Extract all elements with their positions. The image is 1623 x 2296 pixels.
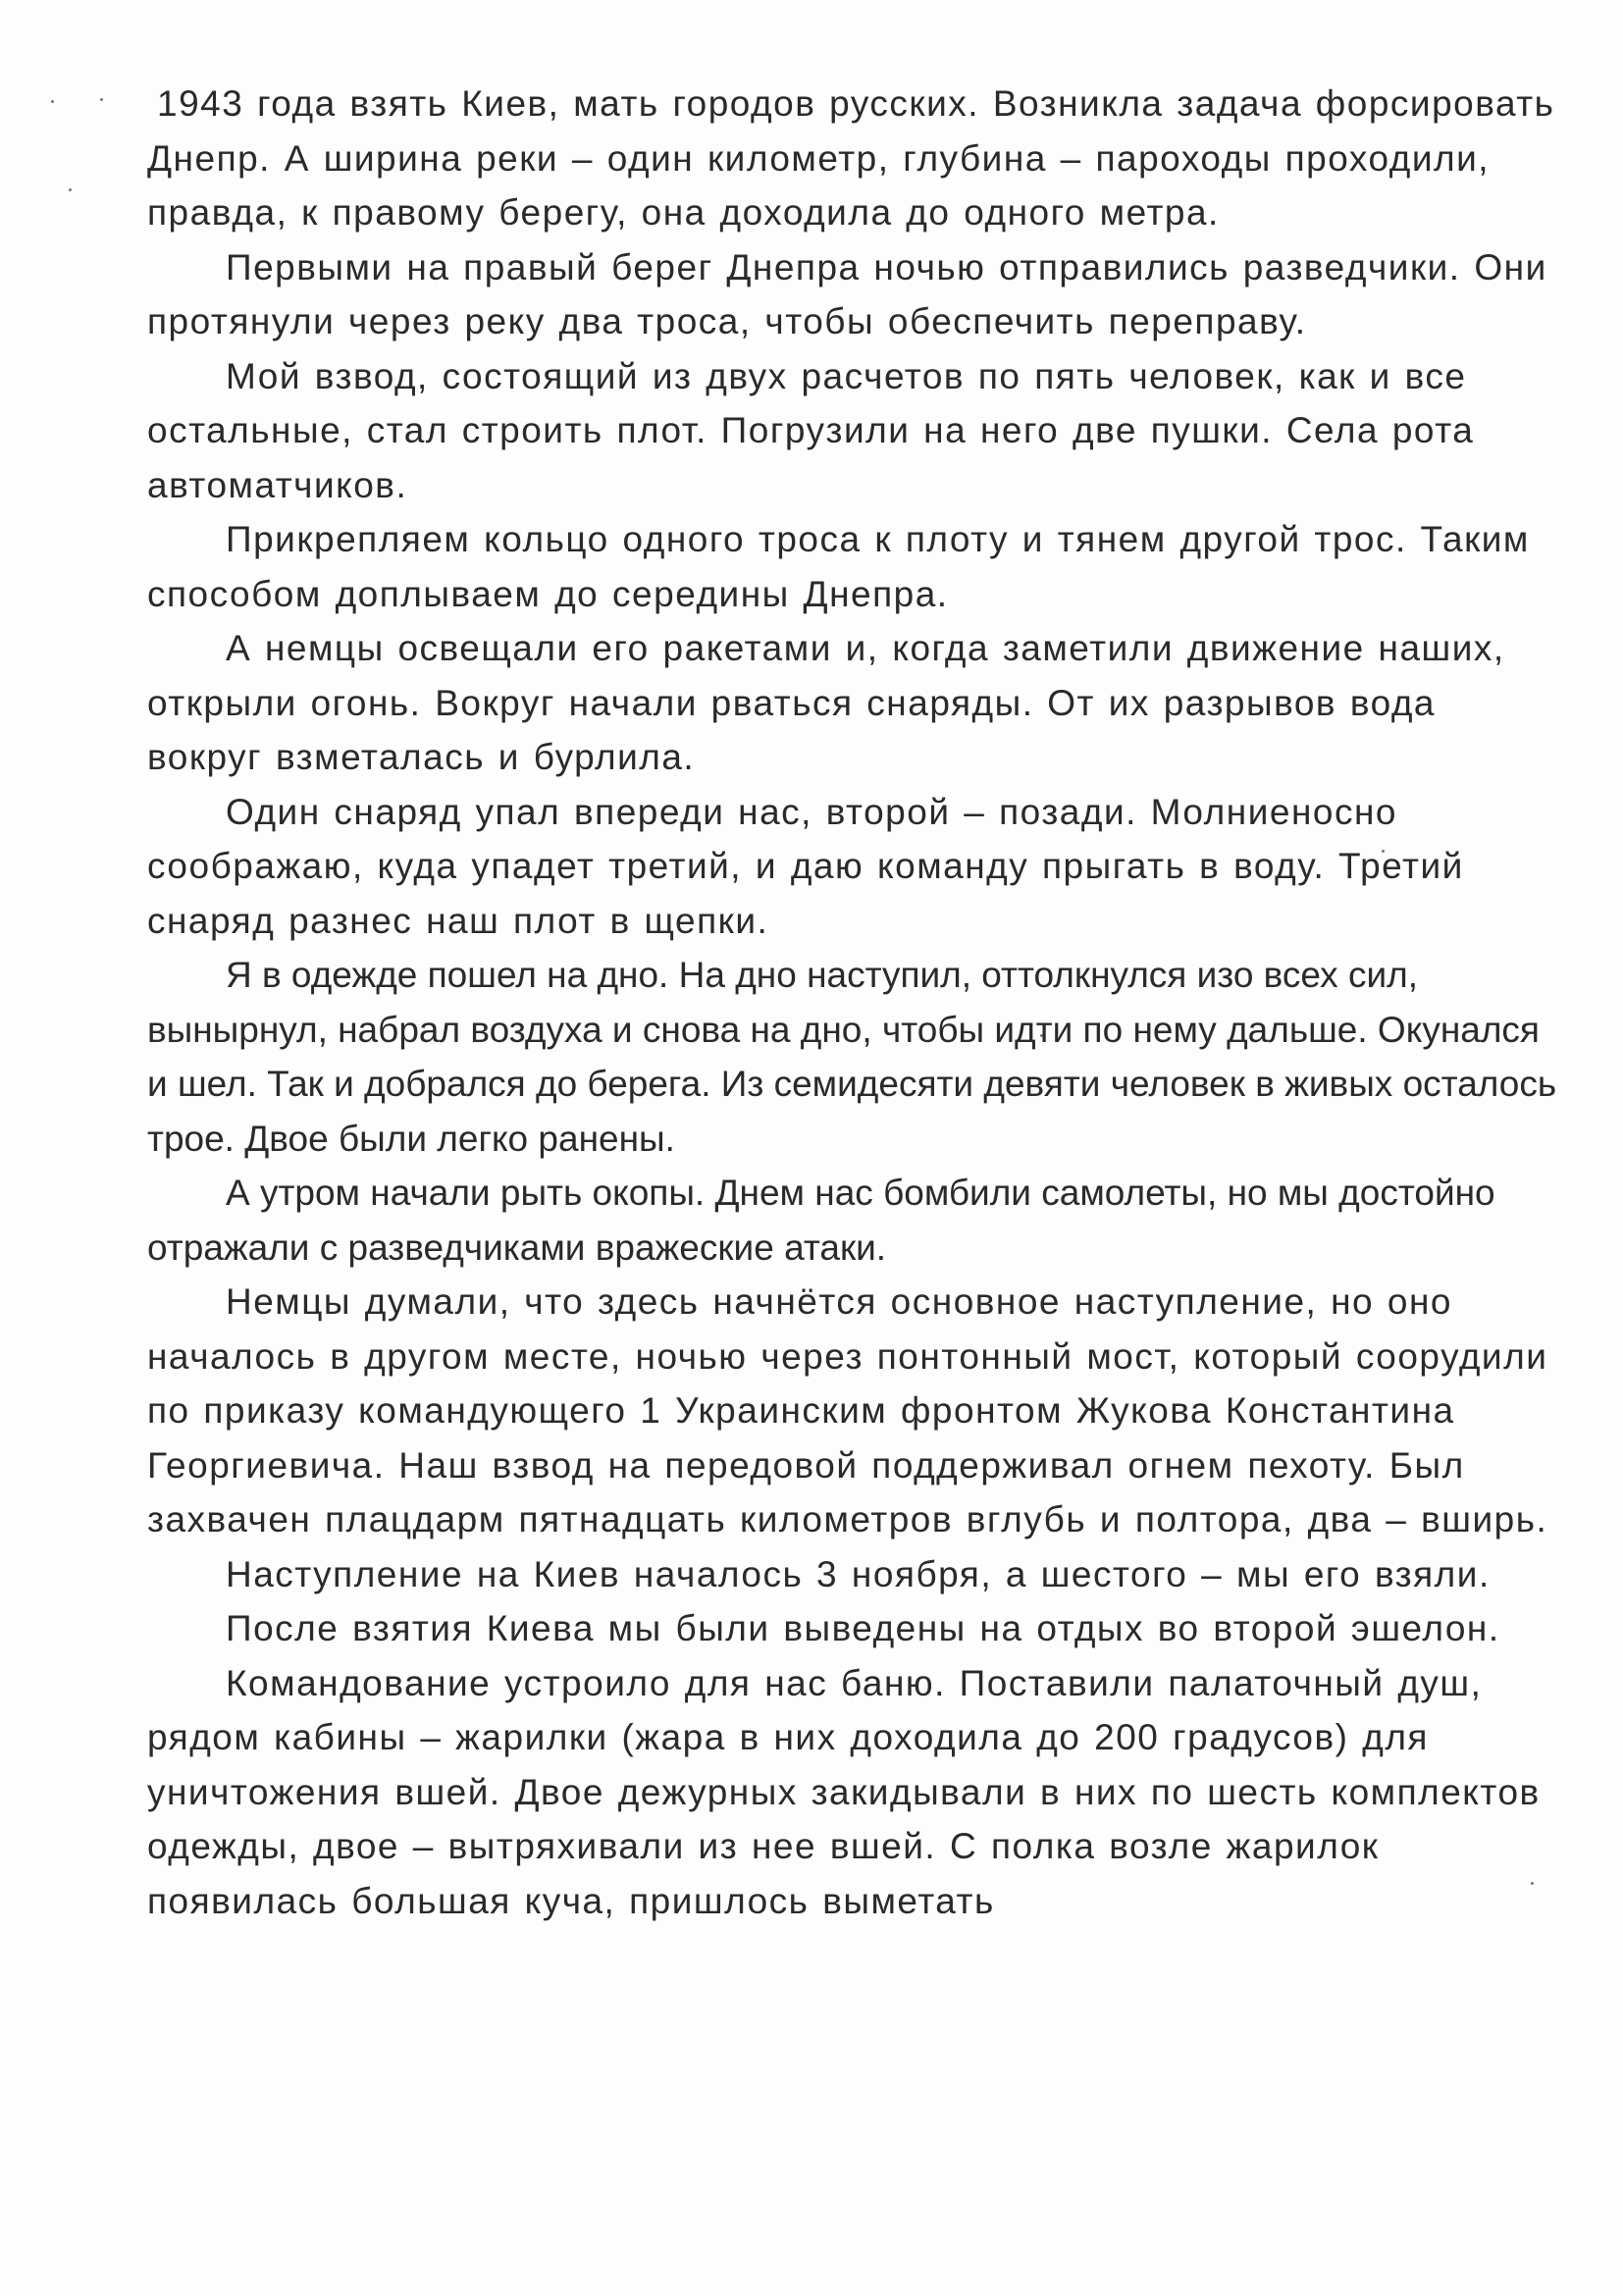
paragraph: Первыми на правый берег Днепра ночью отправились разведчики. Они протянули через реку два троса, чтобы обеспечить переправу. [147, 246, 1547, 341]
scan-speck [69, 188, 72, 191]
paragraph: Немцы думали, что здесь начнётся основное наступление, но оно началось в другом месте, ночью через понтонный мост, который соорудили по приказу командующего 1 Украинским фронтом Жукова Константина Георгиевича. Наш взвод на передовой поддерживал огнем пехоту. Был захвачен плацдарм пятнадцать километров вглубь и полтора, два – вширь. [147, 1281, 1548, 1539]
paragraph: Наступление на Киев началось 3 ноября, а шестого – мы его взяли. [226, 1553, 1491, 1594]
paragraph: Я в одежде пошел на дно. На дно наступил, оттолкнулся изо всех сил, вынырнул, набрал воздуха и снова на дно, чтобы идти по нему дальше. Окунался и шел. Так и добрался до берега. Из семидесяти девяти человек в живых осталось трое. Двое были легко ранены. [147, 955, 1557, 1159]
paragraph: Командование устроило для нас баню. Поставили палаточный душ, рядом кабины – жарилки (жара в них доходила до 200 градусов) для уничтожения вшей. Двое дежурных закидывали в них по шесть комплектов одежды, двое – вытряхивали из нее вшей. С полка возле жарилок появилась большая куча, пришлось выметать [147, 1662, 1541, 1921]
paragraph: Один снаряд упал впереди нас, второй – позади. Молниеносно соображаю, куда упадет третий, и даю команду прыгать в воду. Третий снаряд разнес наш плот в щепки. [147, 791, 1464, 941]
paragraph: 1943 года взять Киев, мать городов русских. Возникла задача форсировать Днепр. А ширина реки – один километр, глубина – пароходы проходили, правда, к правому берегу, она доходила до одного метра. [147, 83, 1555, 233]
paragraph: Мой взвод, состоящий из двух расчетов по пять человек, как и все остальные, стал строить плот. Погрузили на него две пушки. Села рота автоматчиков. [147, 355, 1475, 505]
paragraph: Прикрепляем кольцо одного троса к плоту и тянем другой трос. Таким способом доплываем до середины Днепра. [147, 519, 1530, 614]
paragraph: После взятия Киева мы были выведены на отдых во второй эшелон. [226, 1608, 1500, 1648]
paragraph: А немцы освещали его ракетами и, когда заметили движение наших, открыли огонь. Вокруг начали рваться снаряды. От их разрывов вода вокруг взметалась и бурлила. [147, 628, 1505, 777]
scan-speck [100, 98, 103, 101]
scan-speck [51, 100, 54, 103]
document-body [147, 77, 1560, 1928]
paragraph: А утром начали рыть окопы. Днем нас бомбили самолеты, но мы достойно отражали с разведчиками вражеские атаки. [147, 1173, 1495, 1268]
